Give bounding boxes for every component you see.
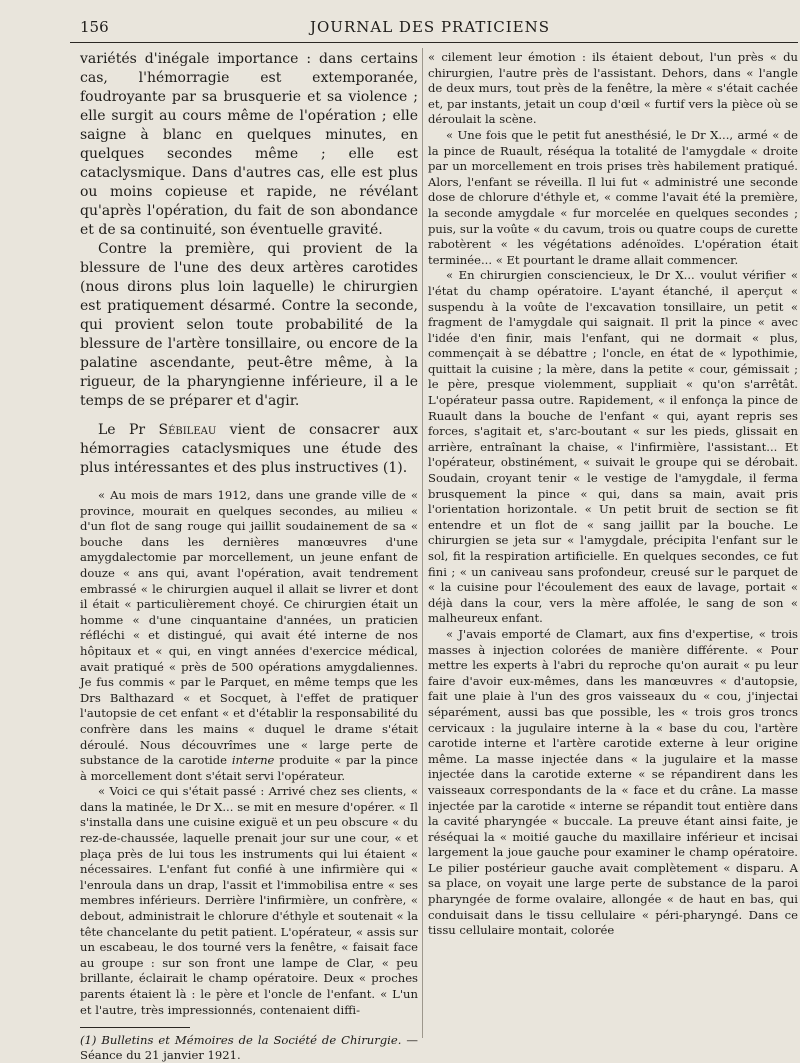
- quote-case-text-b: produite « par la pince à morcellement dont s'était servi l'opérateur.: [80, 753, 418, 783]
- page-number: 156: [80, 18, 109, 36]
- paragraph-surgeon-disarmed: Contre la première, qui provient de la blessure de l'une des deux artères carotides (nous dirons plus loin laquelle) le chirurgien est pratiquement désarmé. Contre la seconde, qui provient selon toute probabilité de la blessure de l'artère tonsillaire, ou encore de la palatine ascendante, peut-être même, à la rigueur, de la pharyngienne inférieure, il a le temps de se préparer et d'agir.: [80, 241, 418, 409]
- left-column: [80, 50, 419, 1063]
- footnote-rule: [80, 1027, 190, 1028]
- footnote-session: — Séance du 21 janvier 1921.: [80, 1033, 419, 1063]
- study-description: vient de consacrer aux hémorragies cataclysmiques une étude des plus intéressantes et des plus instructives (1).: [80, 422, 418, 476]
- quote-operation-setting: « Voici ce qui s'était passé : Arrivé chez ses clients, « dans la matinée, le Dr X... se mit en mesure d'opérer. « Il s'installa dans une cuisine exiguë et un peu obscure « du rez-de-chaussée, laquelle prenait jour sur une cour, « et plaça près de lui tous les instruments qui lui étaient « nécessaires. L'enfant fut confié à une infirmière qui « l'enroula dans un drap, l'assit et l'immobilisa entre « ses membres inférieurs. Derrière l'infirmière, un confrère, « debout, administrait le chlorure d'éthyle et soutenait « la tête chancelante du petit patient. L'opérateur, « assis sur un escabeau, le dos tourné vers la fenêtre, « faisait face au groupe : sur son front une lampe de Clar, « peu brillante, éclairait le champ opératoire. Deux « proches parents étaient là : le père et l'oncle de l'enfant. « L'un et l'autre, très impressionnés, contenaient diffi-: [80, 784, 418, 1017]
- quote-fatal-hemorrhage: « En chirurgien consciencieux, le Dr X... voulut vérifier « l'état du champ opératoire. L'ayant étanché, il aperçut « suspendu à la voûte de l'excavation tonsillaire, un petit « fragment de l'amygdale qui saignait. Il prit la pince « avec l'idée d'en finir, mais l'enfant, qui ne dormait « plus, commençait à se débattre ; l'oncle, en état de « lypothimie, quittait la cuisine ; la mère, dans la petite « cour, gémissait ; le père, presque violemment, suppliait « qu'on s'arrêtât. L'opérateur passa outre. Rapidement, « il enfonça la pince de Ruault dans la bouche de l'enfant « qui, ayant repris ses forces, s'agitait et, s'arc-boutant « sur les pieds, glissait en arrière, entraînant la chaise, « l'infirmière, l'assistant... Et l'opérateur, obstinément, « suivait le groupe qui se dérobait. Soudain, croyant tenir « le vestige de l'amygdale, il ferma brusquement la pince « qui, dans sa main, avait pris l'orientation horizontale. « Un petit bruit de section se fit entendre et un flot de « sang jaillit par la bouche. Le chirurgien se jeta sur « l'amygdale, précipita l'enfant sur le sol, fit la respiration artificielle. En quelques secondes, ce fut fini ; « un caniveau sans profondeur, creusé sur le parquet de « la cuisine pour l'écoulement des eaux de lavage, portait « déjà dans la cour, vers la mère affolée, le sang de son « malheureux enfant.: [428, 268, 798, 626]
- right-column: [428, 50, 798, 1045]
- emphasis-interne: interne: [231, 753, 275, 768]
- quote-autopsy-injection: « J'avais emporté de Clamart, aux fins d'expertise, « trois masses à injection colorées de manière différente. « Pour mettre les experts à l'abri du reproche qu'on aurait « pu leur faire d'avoir eux-mêmes, dans les manœuvres « d'autopsie, fait une plaie à l'un des gros vaisseaux du « cou, j'injectai séparément, aussi bas que possible, les « trois gros troncs cervicaux : la jugulaire interne à la « base du cou, l'artère carotide interne et l'artère carotide externe à leur origine même. La masse injectée dans « la jugulaire et la masse injectée dans la carotide externe « se répandirent dans les vaisseaux correspondants de la « face et du crâne. La masse injectée par la carotide « interne se répandit tout entière dans la cavité pharyngée « buccale. La preuve étant ainsi faite, je réséquai la « moitié gauche du maxillaire inférieur et incisai largement la joue gauche pour examiner le champ opératoire. Le pilier postérieur gauche avait complètement « disparu. A sa place, on voyait une large perte de substance de la paroi pharyngée de forme ovalaire, allongée « de haut en bas, qui conduisait dans le tissu cellulaire « péri-pharyngé. Dans ce tissu cellulaire montait, colorée: [428, 626, 798, 938]
- running-title: JOURNAL DES PRATICIENS: [310, 18, 551, 36]
- column-divider: [422, 48, 423, 1038]
- footnote: [80, 1033, 418, 1063]
- quote-case-text-a: « Au mois de mars 1912, dans une grande ville de « province, mourait en quelques secondes, au milieu « d'un flot de sang rouge qui jaillit soudainement de sa « bouche dans les dernières manœuvres d'une amygdalectomie par morcellement, un jeune enfant de douze « ans qui, avant l'opération, avait tendrement embrassé « le chirurgien auquel il allait se livrer et dont il était « particulièrement choyé. Ce chirurgien était un homme « d'une cinquantaine d'années, un praticien réfléchi « et distingué, qui avait été interne de nos hôpitaux et « qui, en vingt années d'exercice médical, avait pratiqué « près de 500 opérations amygdaliennes. Je fus commis « par le Parquet, en même temps que les Drs Balthazard « et Socquet, à l'effet de pratiquer l'autopsie de cet enfant « et d'établir la responsabilité du confrère dans les mains « duquel le drame s'était déroulé. Nous découvrîmes une « large perte de substance de la carotide: [80, 488, 418, 768]
- page-header: [70, 18, 798, 43]
- professor-prefix: Le Pr: [98, 422, 159, 438]
- author-name: Sébileau: [158, 422, 217, 438]
- footnote-source: (1) Bulletins et Mémoires de la Société de Chirurgie.: [80, 1033, 402, 1048]
- paragraph-sebileau-study: [80, 421, 418, 478]
- quote-case-1912: [80, 488, 418, 784]
- quote-tonsil-resection: « Une fois que le petit fut anesthésié, le Dr X..., armé « de la pince de Ruault, réséqua la totalité de l'amygdale « droite par un morcellement en trois prises très habilement pratiqué. Alors, l'enfant se réveilla. Il lui fut « administré une seconde dose de chlorure d'éthyle et, « comme l'avait été la première, la seconde amygdale « fur morcelée en quelques secondes ; puis, sur la voûte « du cavum, trois ou quatre coups de curette rabotèrent « les végétations adénoïdes. L'opération était terminée... « Et pourtant le drame allait commencer.: [428, 127, 798, 267]
- quote-parents-emotion: « cilement leur émotion : ils étaient debout, l'un près « du chirurgien, l'autre près de l'assistant. Dehors, dans « l'angle de deux murs, tout près de la fenêtre, la mère « s'était cachée et, par instants, jetait un coup d'œil « furtif vers la pièce où se déroulait la scène.: [428, 50, 798, 127]
- paragraph-hemorrhage-varieties: variétés d'inégale importance : dans certains cas, l'hémorragie est extemporanée, foudroyante par sa brusquerie et sa violence ; elle surgit au cours même de l'opération ; elle saigne à blanc en quelques minutes, en quelques secondes même ; elle est cataclysmique. Dans d'autres cas, elle est plus ou moins copieuse et rapide, ne révélant qu'après l'opération, du fait de son abondance et de sa continuité, son éventuelle gravité.: [80, 51, 418, 238]
